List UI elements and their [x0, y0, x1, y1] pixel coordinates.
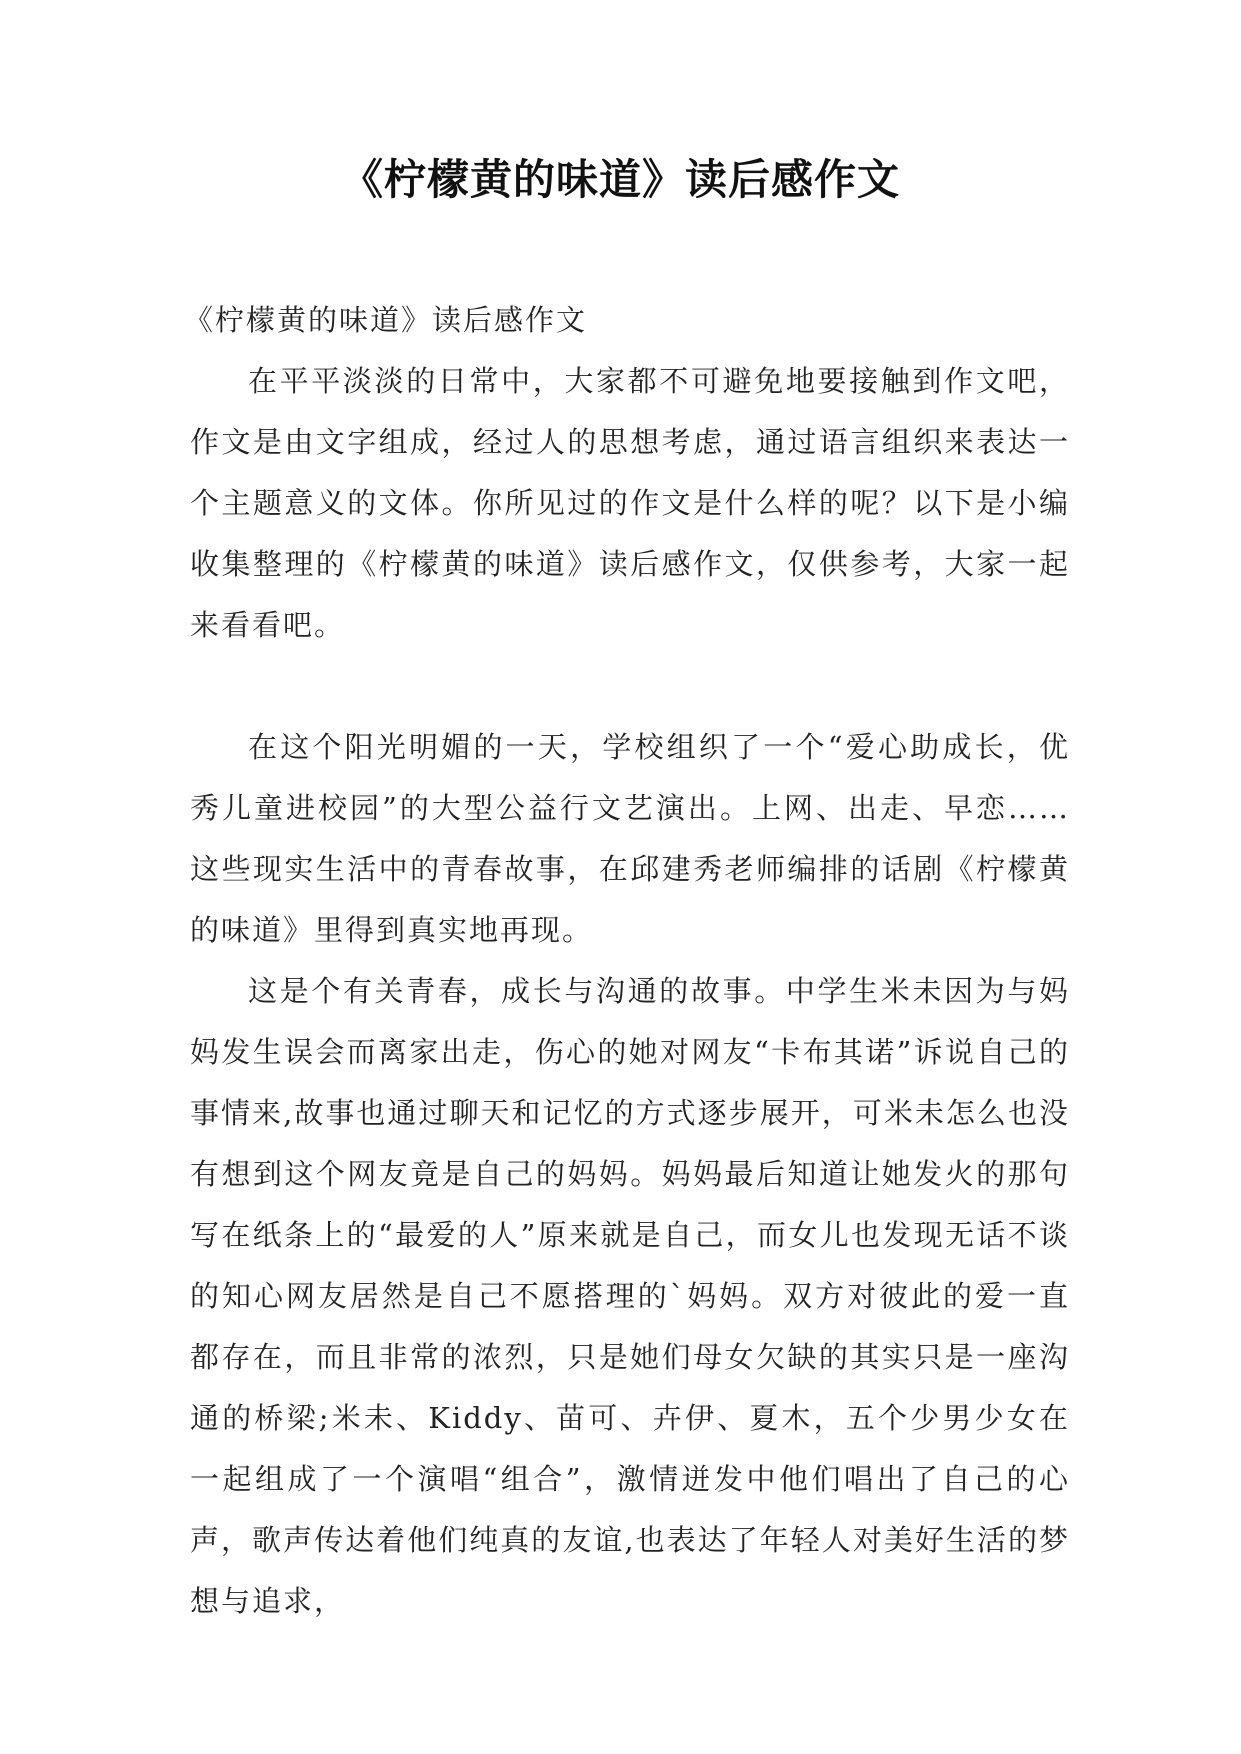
paragraph-story: 这是个有关青春，成长与沟通的故事。中学生米未因为与妈妈发生误会而离家出走，伤心的她对网友“卡布其诺”诉说自己的事情来,故事也通过聊天和记忆的方式逐步展开，可米未怎么也没有想到这个网友竟是自己的妈妈。妈妈最后知道让她发火的那句写在纸条上的“最爱的人”原来就是自己，而女儿也发现无话不谈的知心网友居然是自己不愿搭理的`妈妈。双方对彼此的爱一直都存在，而且非常的浓烈，只是她们母女欠缺的其实只是一座沟通的桥梁;米未、Kiddy、苗可、卉伊、夏木，五个少男少女在一起组成了一个演唱“组合”，激情迸发中他们唱出了自己的心声，歌声传达着他们纯真的友谊,也表达了年轻人对美好生活的梦想与追求， — [190, 974, 1070, 1618]
document-subtitle: 《柠檬黄的味道》读后感作文 — [184, 303, 588, 337]
paragraph-spacer — [190, 656, 1070, 717]
paragraph-intro: 在平平淡淡的日常中，大家都不可避免地要接触到作文吧，作文是由文字组成，经过人的思想考虑，通过语言组织来表达一个主题意义的文体。你所见过的作文是什么样的呢？以下是小编收集整理的《柠檬黄的味道》读后感作文，仅供参考，大家一起来看看吧。 — [190, 364, 1070, 642]
paragraph-performance: 在这个阳光明媚的一天，学校组织了一个“爱心助成长，优秀儿童进校园”的大型公益行文艺演出。上网、出走、早恋……这些现实生活中的青春故事，在邱建秀老师编排的话剧《柠檬黄的味道》里得到真实地再现。 — [190, 730, 1070, 947]
document-title: 《柠檬黄的味道》读后感作文 — [340, 155, 900, 204]
document-body — [184, 290, 1070, 1632]
